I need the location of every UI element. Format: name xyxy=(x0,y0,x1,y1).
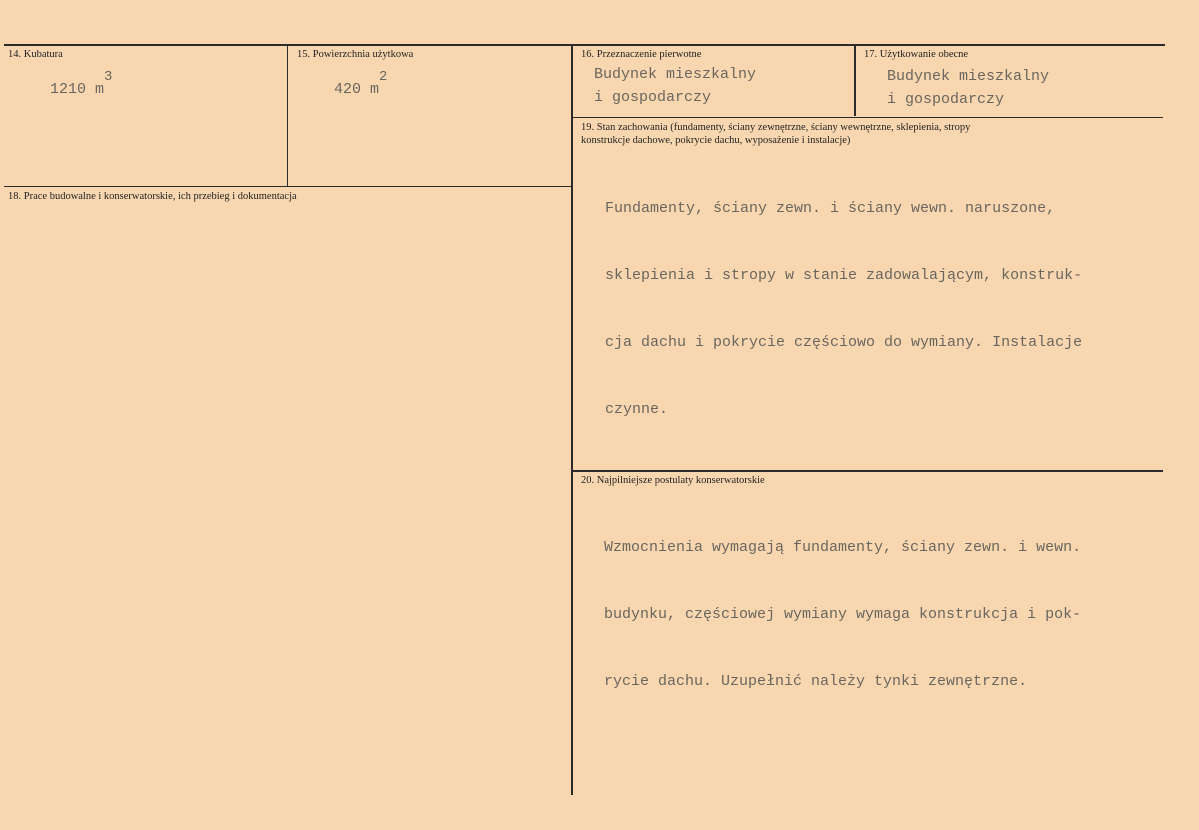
rule-above-20 xyxy=(573,470,1163,472)
field-19-text-line: cja dachu i pokrycie częściowo do wymiany. Instalacje xyxy=(605,333,1083,351)
field-19-text-line: Fundamenty, ściany zewn. i ściany wewn. naruszone, xyxy=(605,199,1056,217)
field-19-text-line: czynne. xyxy=(605,400,669,418)
rule-above-19 xyxy=(573,117,1163,118)
field-20-text xyxy=(604,497,1081,732)
field-19-text-line: sklepienia i stropy w stanie zadowalającym, konstruk- xyxy=(605,266,1083,284)
field-15-value xyxy=(334,69,388,98)
divider-14-15 xyxy=(287,46,288,187)
field-20-text-line: budynku, częściowej wymiany wymaga konstrukcja i pok- xyxy=(604,605,1082,623)
field-15-number: 420 m xyxy=(334,81,380,98)
field-15-label: 15. Powierzchnia użytkowa xyxy=(297,49,414,60)
field-17-line1: Budynek mieszkalny xyxy=(887,68,1050,85)
field-19-label-line2: konstrukcje dachowe, pokrycie dachu, wyposażenie i instalacje) xyxy=(581,135,851,146)
field-15-unit-exponent: 2 xyxy=(379,69,388,85)
field-19-label-line1: 19. Stan zachowania (fundamenty, ściany zewnętrzne, ściany wewnętrzne, sklepienia, stropy xyxy=(581,122,971,133)
top-rule xyxy=(4,44,1165,46)
field-16-label: 16. Przeznaczenie pierwotne xyxy=(581,49,702,60)
field-17-label: 17. Użytkowanie obecne xyxy=(864,49,969,60)
divider-16-17 xyxy=(854,46,856,116)
rule-above-18 xyxy=(4,186,571,187)
field-19-text xyxy=(605,158,1082,460)
field-20-text-line: rycie dachu. Uzupełnić należy tynki zewnętrzne. xyxy=(604,672,1028,690)
field-16-line2: i gospodarczy xyxy=(594,89,712,106)
field-16-line1: Budynek mieszkalny xyxy=(594,66,757,83)
field-14-value xyxy=(50,69,113,98)
field-20-text-line: Wzmocnienia wymagają fundamenty, ściany zewn. i wewn. xyxy=(604,538,1082,556)
field-18-label: 18. Prace budowalne i konserwatorskie, ich przebieg i dokumentacja xyxy=(8,191,297,202)
field-14-label: 14. Kubatura xyxy=(8,49,63,60)
main-vertical-divider xyxy=(571,46,573,795)
field-14-unit-exponent: 3 xyxy=(104,69,113,85)
field-20-label: 20. Najpilniejsze postulaty konserwatorskie xyxy=(581,475,765,486)
field-14-number: 1210 m xyxy=(50,81,105,98)
field-17-line2: i gospodarczy xyxy=(887,91,1005,108)
